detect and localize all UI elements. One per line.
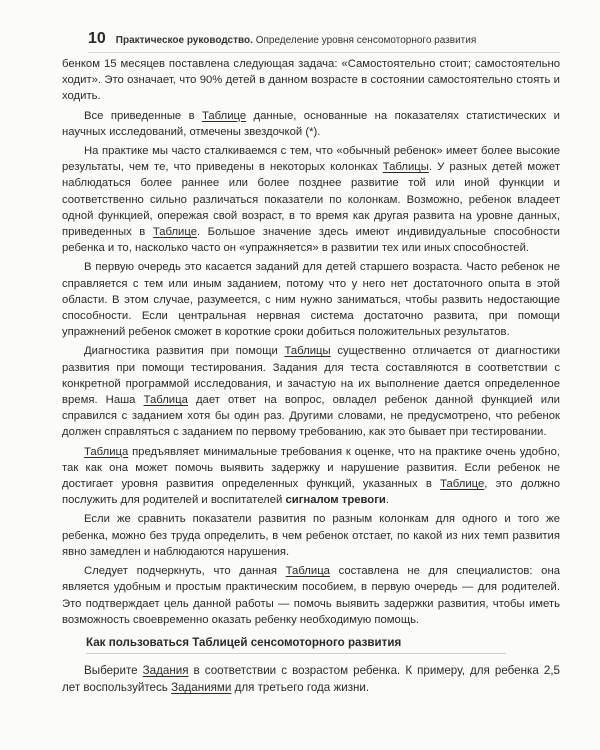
running-title-bold: Практическое руководство. xyxy=(115,35,253,46)
paragraph xyxy=(62,259,560,340)
text-run: . У разных детей может наблюдаться более раннее или более позднее развитие той или иной функции и соответственно сильно различаться показатели по колонкам. Возможно, ребенок владеет одной функцией, опережая свой возраст, в то время как другая развита на уровне данных, приведенных в xyxy=(62,161,560,239)
text-run: В первую очередь это касается заданий для детей старшего возраста. Часто ребенок не справляется с тем или иным заданием, потому что у него нет достаточного опыта в этой области. В этом случае, разумеется, с ним нужно заниматься, чтобы развить недостающие способности. Если центральная нервная система достаточно развита, при помощи упражнений ребенок сможет в короткие сроки добиться положительных результатов. xyxy=(62,261,560,339)
table-reference: Таблица xyxy=(143,394,188,407)
text-run: составлена не для специалистов: она является удобным и простым практическим пособием, в первую очередь — для родителей. Это подтверждает цель данной работы — помочь выявить задержки развития, чтобы иметь возможность своевременно оказать ребенку необходимую помощь. xyxy=(62,565,560,626)
text-run: Следует подчеркнуть, что данная xyxy=(84,565,286,578)
page-number: 10 xyxy=(88,30,106,47)
table-reference: Таблицы xyxy=(382,161,429,174)
text-run: . xyxy=(385,494,389,507)
paragraph xyxy=(62,343,560,440)
table-reference: Заданиями xyxy=(171,681,232,694)
table-reference: Таблица xyxy=(285,565,330,578)
running-title-rest: Определение уровня сенсомоторного развития xyxy=(255,35,477,46)
text-run: . Большое значение здесь имеют индивидуальные способности ребенка и то, насколько часто он «упражняется» в развитии тех или иных способностей. xyxy=(62,226,560,255)
text-run: данные, основанные на показателях статистических и научных исследований, отмечены звездочкой (*). xyxy=(62,109,560,138)
table-reference: Таблицы xyxy=(284,345,331,358)
text-run: дает ответ на вопрос, овладел ребенок данной функцией или справился с заданием хотя бы один раз. Другими словами, не предусмотрено, что ребенок должен справляться с заданием по первому требованию, как это бывает при тестировании. xyxy=(62,394,560,439)
table-reference: Задания xyxy=(142,664,189,677)
text-run: Все приведенные в xyxy=(84,109,202,122)
running-title xyxy=(116,35,476,46)
table-reference: Таблице xyxy=(440,478,485,491)
paragraph xyxy=(62,511,560,560)
text-run: предъявляет минимальные требования к оценке, что на практике очень удобно, так как она может помочь выявить задержку и нарушение развития. Если ребенок не достигает уровня развития определенных функций, указанных в xyxy=(62,445,560,491)
text-run: , это должно послужить для родителей и воспитателей xyxy=(62,478,561,507)
paragraph xyxy=(62,56,560,105)
text-run: для третьего года жизни. xyxy=(231,681,370,694)
text-run: Диагностика развития при помощи xyxy=(84,345,285,358)
section-body xyxy=(62,662,560,696)
section-paragraph xyxy=(62,662,560,696)
paragraph xyxy=(62,563,560,628)
emphasis-text: сигналом тревоги xyxy=(285,494,386,507)
paragraph xyxy=(62,108,560,140)
text-run: существенно отличается от диагностики развития при помощи тестирования. Задания для теста составляются в соответствии с конкретной программой исследования, и зачастую на их выполнение дается определенное время. Наша xyxy=(62,345,561,407)
table-reference: Таблице xyxy=(201,109,247,122)
section-heading: Как пользоваться Таблицей сенсомоторного развития xyxy=(86,636,506,654)
text-run: На практике мы часто сталкиваемся с тем, что «обычный ребенок» имеет более высокие результаты, чем те, что приведены в некоторых колонках xyxy=(62,145,560,174)
table-reference: Таблица xyxy=(84,445,129,458)
text-run: бенком 15 месяцев поставлена следующая задача: «Самостоятельно стоит; самостоятельно ходит». Это означает, что 90% детей в данном возрасте в состоянии самостоятельно стоять и ходить. xyxy=(62,58,560,103)
paragraph xyxy=(62,444,560,509)
running-header xyxy=(88,30,560,53)
body-text xyxy=(62,56,560,631)
text-run: Выберите xyxy=(84,664,143,677)
table-reference: Таблице xyxy=(152,226,197,239)
paragraph xyxy=(62,143,560,256)
text-run: в соответствии с возрастом ребенка. К примеру, для ребенка 2,5 лет воспользуйтесь xyxy=(62,664,560,694)
text-run: Если же сравнить показатели развития по разным колонкам для одного и того же ребенка, можно без труда определить, в чем ребенок отстает, по какой из них темп развития явно замедлен и наблюдаются нарушения. xyxy=(62,513,560,558)
